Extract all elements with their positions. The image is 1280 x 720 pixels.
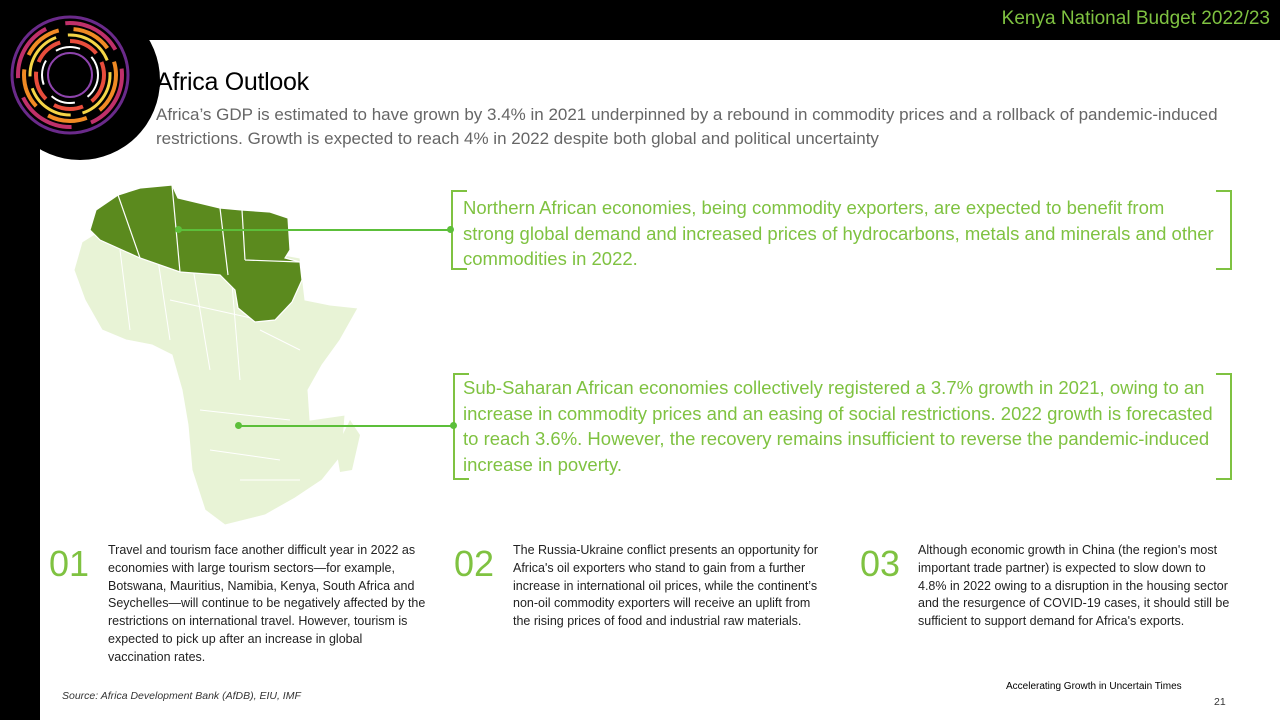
south-bracket-right xyxy=(1216,373,1232,480)
south-connector-line xyxy=(238,425,453,427)
south-connector-end-dot xyxy=(450,422,457,429)
northern-africa-callout: Northern African economies, being commodity exporters, are expected to benefit from strong global demand and increased prices of hydrocarbons, metals and minerals and other commodities in 2022. xyxy=(463,197,1214,269)
page-number: 21 xyxy=(1214,696,1226,708)
budget-title: Kenya National Budget 2022/23 xyxy=(1001,8,1270,29)
page-title: Africa Outlook xyxy=(156,68,309,96)
point-number: 02 xyxy=(454,543,495,584)
north-connector-end-dot xyxy=(447,226,454,233)
point-number: 01 xyxy=(49,543,90,584)
north-connector-start-dot xyxy=(175,226,182,233)
footer-tagline: Accelerating Growth in Uncertain Times xyxy=(1006,681,1182,692)
south-connector-start-dot xyxy=(235,422,242,429)
header-bar xyxy=(0,0,1280,40)
point-number: 03 xyxy=(860,543,901,584)
north-connector-line xyxy=(178,229,451,231)
point-text: Travel and tourism face another difficult year in 2022 as economies with large tourism sectors—for example, Botswana, Mauritius, Namibia, Kenya, South Africa and Seychelles—will continue to be negatively affected by the restrictions on international travel. However, tourism is expected to pick up after an increase in global vaccination rates. xyxy=(108,543,426,664)
swirl-logo-icon xyxy=(0,0,160,160)
point-text: The Russia-Ukraine conflict presents an opportunity for Africa's oil exporters who stand to gain from a further increase in international oil prices, while the continent’s non-oil commodity exporters will receive an uplift from the rising prices of food and industrial raw materials. xyxy=(513,543,819,629)
north-bracket-right xyxy=(1216,190,1232,270)
intro-text: Africa’s GDP is estimated to have grown by 3.4% in 2021 underpinned by a rebound in commodity prices and a rollback of pandemic-induced restrictions. Growth is expected to reach 4% in 2022 despite both global and political uncertainty xyxy=(156,105,1218,148)
source-note: Source: Africa Development Bank (AfDB), EIU, IMF xyxy=(62,690,301,702)
point-text: Although economic growth in China (the region's most important trade partner) is expected to slow down to 4.8% in 2022 owing to a disruption in the housing sector and the resurgence of COVID-19 cases, it should still be sufficient to support demand for Africa's exports. xyxy=(918,543,1230,629)
sub-saharan-callout: Sub-Saharan African economies collectively registered a 3.7% growth in 2021, owing to an increase in commodity prices and an easing of social restrictions. 2022 growth is forecasted to reach 3.6%. However, the recovery remains insufficient to reverse the pandemic-induced increase in poverty. xyxy=(463,377,1213,475)
africa-map xyxy=(60,180,380,530)
